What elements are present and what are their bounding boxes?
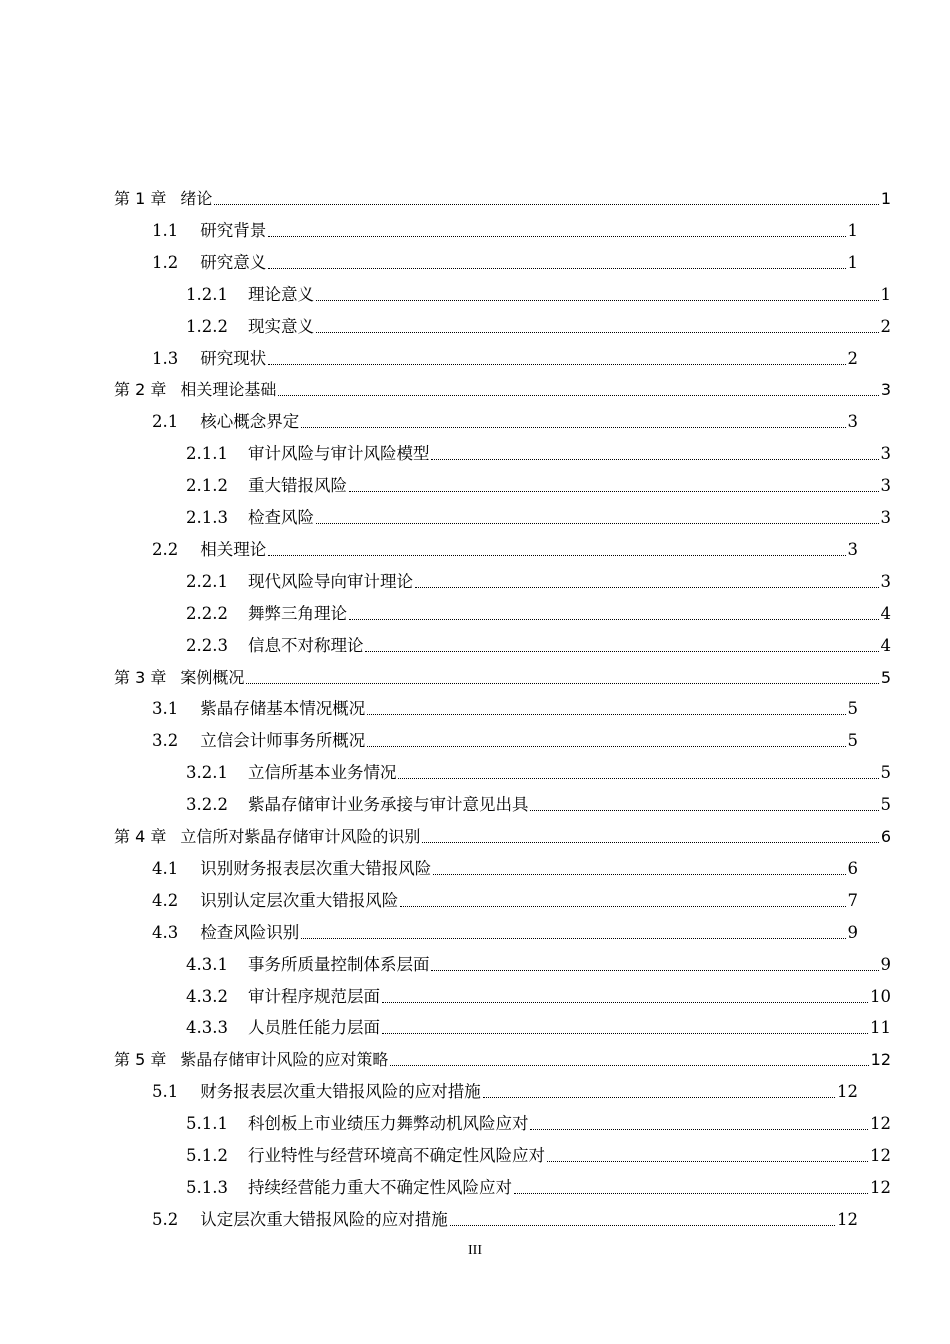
toc-entry-title: 舞弊三角理论 — [247, 603, 347, 623]
toc-entry-page: 3 — [880, 571, 891, 591]
toc-entry-number: 3.2.1 — [186, 763, 228, 783]
toc-entry-number: 5.1.1 — [186, 1114, 228, 1134]
toc-entry-level-2[interactable] — [152, 337, 858, 369]
toc-entry-number: 3.2.2 — [186, 795, 228, 815]
toc-entry-title: 立信会计师事务所概况 — [200, 731, 366, 751]
toc-entry-level-3[interactable] — [186, 751, 891, 783]
toc-entry-level-3[interactable] — [186, 1006, 891, 1038]
dot-leader — [433, 874, 845, 875]
toc-entry-level-3[interactable] — [186, 1166, 891, 1198]
toc-entry-level-1[interactable] — [114, 656, 891, 688]
toc-entry-page: 1 — [880, 189, 891, 208]
toc-entry-title: 立信所基本业务情况 — [247, 763, 397, 783]
toc-entry-number: 第 3 章 — [114, 667, 167, 687]
toc-entry-page: 5 — [847, 731, 858, 751]
dot-leader — [450, 1225, 835, 1226]
toc-entry-page: 3 — [847, 539, 858, 559]
toc-entry-level-2[interactable] — [152, 847, 858, 879]
dot-leader — [246, 683, 878, 684]
toc-entry-page: 12 — [837, 1082, 858, 1102]
dot-leader — [316, 523, 879, 524]
toc-entry-number: 2.1 — [152, 412, 179, 432]
toc-entry-number: 5.1.2 — [186, 1146, 228, 1165]
toc-entry-number: 2.2 — [152, 539, 179, 559]
toc-entry-page: 9 — [880, 954, 891, 974]
toc-entry-level-1[interactable] — [114, 815, 891, 847]
toc-entry-number: 1.3 — [152, 348, 179, 368]
toc-entry-title: 财务报表层次重大错报风险的应对措施 — [200, 1082, 481, 1102]
toc-entry-number: 2.2.3 — [186, 635, 228, 655]
toc-entry-title: 相关理论基础 — [180, 380, 277, 400]
toc-entry-title: 紫晶存储审计业务承接与审计意见出具 — [247, 795, 529, 815]
toc-entry-page: 12 — [870, 1114, 891, 1134]
toc-entry-title: 行业特性与经营环境高不确定性风险应对 — [247, 1146, 545, 1165]
toc-entry-level-3[interactable] — [186, 783, 891, 815]
toc-entry-number: 5.1 — [152, 1082, 179, 1102]
dot-leader — [382, 1033, 868, 1034]
dot-leader — [367, 746, 845, 747]
toc-entry-number: 第 2 章 — [114, 380, 167, 400]
dot-leader — [431, 459, 878, 460]
dot-leader — [268, 236, 845, 237]
dot-leader — [514, 1193, 868, 1194]
dot-leader — [483, 1097, 835, 1098]
dot-leader — [415, 587, 879, 588]
toc-entry-level-3[interactable] — [186, 943, 891, 975]
toc-entry-title: 审计程序规范层面 — [247, 986, 380, 1006]
toc-entry-page: 5 — [847, 699, 858, 719]
dot-leader — [365, 651, 878, 652]
toc-entry-title: 紫晶存储审计风险的应对策略 — [180, 1050, 389, 1070]
toc-entry-level-3[interactable] — [186, 624, 891, 656]
toc-entry-level-1[interactable] — [114, 368, 891, 400]
toc-entry-number: 2.2.1 — [186, 571, 228, 591]
toc-entry-level-1[interactable] — [114, 177, 891, 209]
dot-leader — [382, 1002, 868, 1003]
toc-entry-level-2[interactable] — [152, 911, 858, 943]
dot-leader — [400, 906, 845, 907]
toc-entry-title: 现实意义 — [247, 316, 314, 336]
toc-entry-title: 审计风险与审计风险模型 — [247, 444, 430, 464]
toc-entry-page: 2 — [847, 348, 858, 368]
toc-entry-level-2[interactable] — [152, 209, 858, 241]
toc-entry-page: 3 — [847, 412, 858, 432]
toc-entry-title: 绪论 — [180, 189, 213, 208]
toc-entry-level-2[interactable] — [152, 879, 858, 911]
toc-entry-number: 第 1 章 — [114, 189, 167, 208]
toc-entry-number: 5.2 — [152, 1209, 179, 1229]
dot-leader — [547, 1161, 868, 1162]
toc-entry-level-2[interactable] — [152, 241, 858, 273]
dot-leader — [367, 714, 845, 715]
toc-entry-title: 立信所对紫晶存储审计风险的识别 — [180, 827, 421, 846]
toc-entry-level-1[interactable] — [114, 1038, 891, 1070]
toc-entry-number: 2.1.2 — [186, 476, 228, 496]
toc-entry-level-3[interactable] — [186, 464, 891, 496]
toc-entry-number: 第 4 章 — [114, 827, 167, 846]
toc-entry-number: 4.3.3 — [186, 1018, 228, 1038]
toc-entry-title: 识别财务报表层次重大错报风险 — [200, 858, 432, 878]
dot-leader — [530, 810, 878, 811]
toc-entry-number: 4.3.2 — [186, 986, 228, 1006]
toc-entry-title: 识别认定层次重大错报风险 — [200, 890, 399, 910]
toc-entry-page: 6 — [880, 827, 891, 846]
toc-entry-page: 12 — [870, 1177, 891, 1197]
toc-entry-number: 5.1.3 — [186, 1177, 228, 1197]
toc-entry-title: 研究意义 — [200, 252, 267, 272]
toc-entry-title: 现代风险导向审计理论 — [247, 571, 413, 591]
toc-entry-title: 持续经营能力重大不确定性风险应对 — [247, 1177, 512, 1197]
toc-entry-level-2[interactable] — [152, 719, 858, 751]
toc-entry-page: 3 — [880, 476, 891, 496]
toc-entry-level-2[interactable] — [152, 1198, 858, 1230]
dot-leader — [316, 300, 879, 301]
toc-entry-title: 研究背景 — [200, 220, 267, 240]
toc-entry-number: 1.2 — [152, 252, 179, 272]
dot-leader — [530, 1129, 868, 1130]
toc-entry-level-2[interactable] — [152, 1070, 858, 1102]
toc-entry-number: 1.2.1 — [186, 284, 228, 304]
dot-leader — [431, 970, 878, 971]
toc-entry-level-3[interactable] — [186, 1102, 891, 1134]
dot-leader — [390, 1065, 868, 1066]
toc-entry-page: 1 — [880, 284, 891, 304]
toc-entry-title: 检查风险识别 — [200, 922, 300, 942]
toc-entry-number: 3.2 — [152, 731, 179, 751]
toc-entry-title: 案例概况 — [180, 667, 245, 687]
toc-entry-level-3[interactable] — [186, 432, 891, 464]
toc-entry-page: 5 — [880, 795, 891, 815]
dot-leader — [349, 619, 879, 620]
toc-entry-number: 2.1.3 — [186, 508, 228, 527]
toc-entry-page: 11 — [870, 1018, 891, 1038]
toc-entry-number: 4.3.1 — [186, 954, 228, 974]
toc-entry-page: 5 — [880, 667, 891, 687]
toc-entry-page: 10 — [870, 986, 891, 1006]
toc-entry-number: 4.2 — [152, 890, 179, 910]
toc-entry-page: 2 — [880, 316, 891, 336]
toc-entry-number: 1.1 — [152, 220, 179, 240]
page-number-footer: III — [468, 1243, 482, 1258]
toc-entry-page: 9 — [847, 922, 858, 942]
toc-entry-page: 12 — [870, 1146, 891, 1165]
toc-entry-level-3[interactable] — [186, 592, 891, 624]
toc-entry-title: 人员胜任能力层面 — [247, 1018, 380, 1038]
toc-entry-level-3[interactable] — [186, 305, 891, 337]
toc-entry-title: 信息不对称理论 — [247, 635, 364, 655]
toc-entry-title: 紫晶存储基本情况概况 — [200, 699, 366, 719]
toc-entry-title: 事务所质量控制体系层面 — [247, 954, 430, 974]
toc-entry-page: 7 — [847, 890, 858, 910]
dot-leader — [268, 555, 845, 556]
toc-entry-title: 检查风险 — [247, 508, 314, 527]
toc-entry-level-2[interactable] — [152, 400, 858, 432]
toc-entry-page: 1 — [847, 252, 858, 272]
toc-entry-level-3[interactable] — [186, 975, 891, 1007]
dot-leader — [278, 395, 878, 396]
toc-entry-page: 12 — [837, 1209, 858, 1229]
toc-entry-number: 4.1 — [152, 858, 179, 878]
toc-entry-page: 3 — [880, 444, 891, 464]
dot-leader — [268, 364, 845, 365]
toc-entry-level-3[interactable] — [186, 1134, 891, 1166]
dot-leader — [422, 842, 878, 843]
toc-entry-page: 1 — [847, 220, 858, 240]
toc-entry-level-3[interactable] — [186, 560, 891, 592]
dot-leader — [316, 332, 879, 333]
toc-entry-number: 3.1 — [152, 699, 179, 719]
toc-entry-title: 研究现状 — [200, 348, 267, 368]
toc-entry-page: 6 — [847, 858, 858, 878]
dot-leader — [214, 204, 878, 205]
dot-leader — [301, 938, 845, 939]
toc-entry-level-3[interactable] — [186, 496, 891, 528]
dot-leader — [398, 778, 878, 779]
toc-entry-number: 2.1.1 — [186, 444, 228, 464]
toc-entry-number: 1.2.2 — [186, 316, 228, 336]
toc-entry-title: 核心概念界定 — [200, 412, 300, 432]
toc-entry-number: 2.2.2 — [186, 603, 228, 623]
toc-entry-page: 12 — [870, 1050, 891, 1070]
toc-entry-level-2[interactable] — [152, 528, 858, 560]
toc-entry-level-2[interactable] — [152, 687, 858, 719]
toc-entry-title: 理论意义 — [247, 284, 314, 304]
dot-leader — [349, 491, 879, 492]
dot-leader — [268, 268, 845, 269]
toc-entry-level-3[interactable] — [186, 273, 891, 305]
dot-leader — [301, 427, 845, 428]
toc-entry-title: 认定层次重大错报风险的应对措施 — [200, 1209, 448, 1229]
toc-entry-title: 重大错报风险 — [247, 476, 347, 496]
toc-entry-page: 3 — [880, 380, 891, 400]
toc-entry-number: 4.3 — [152, 922, 179, 942]
toc-entry-page: 4 — [880, 603, 891, 623]
toc-entry-page: 5 — [880, 763, 891, 783]
toc-entry-number: 第 5 章 — [114, 1050, 167, 1070]
toc-entry-page: 4 — [880, 635, 891, 655]
toc-entry-page: 3 — [880, 508, 891, 527]
toc-entry-title: 科创板上市业绩压力舞弊动机风险应对 — [247, 1114, 529, 1134]
toc-entry-title: 相关理论 — [200, 539, 267, 559]
